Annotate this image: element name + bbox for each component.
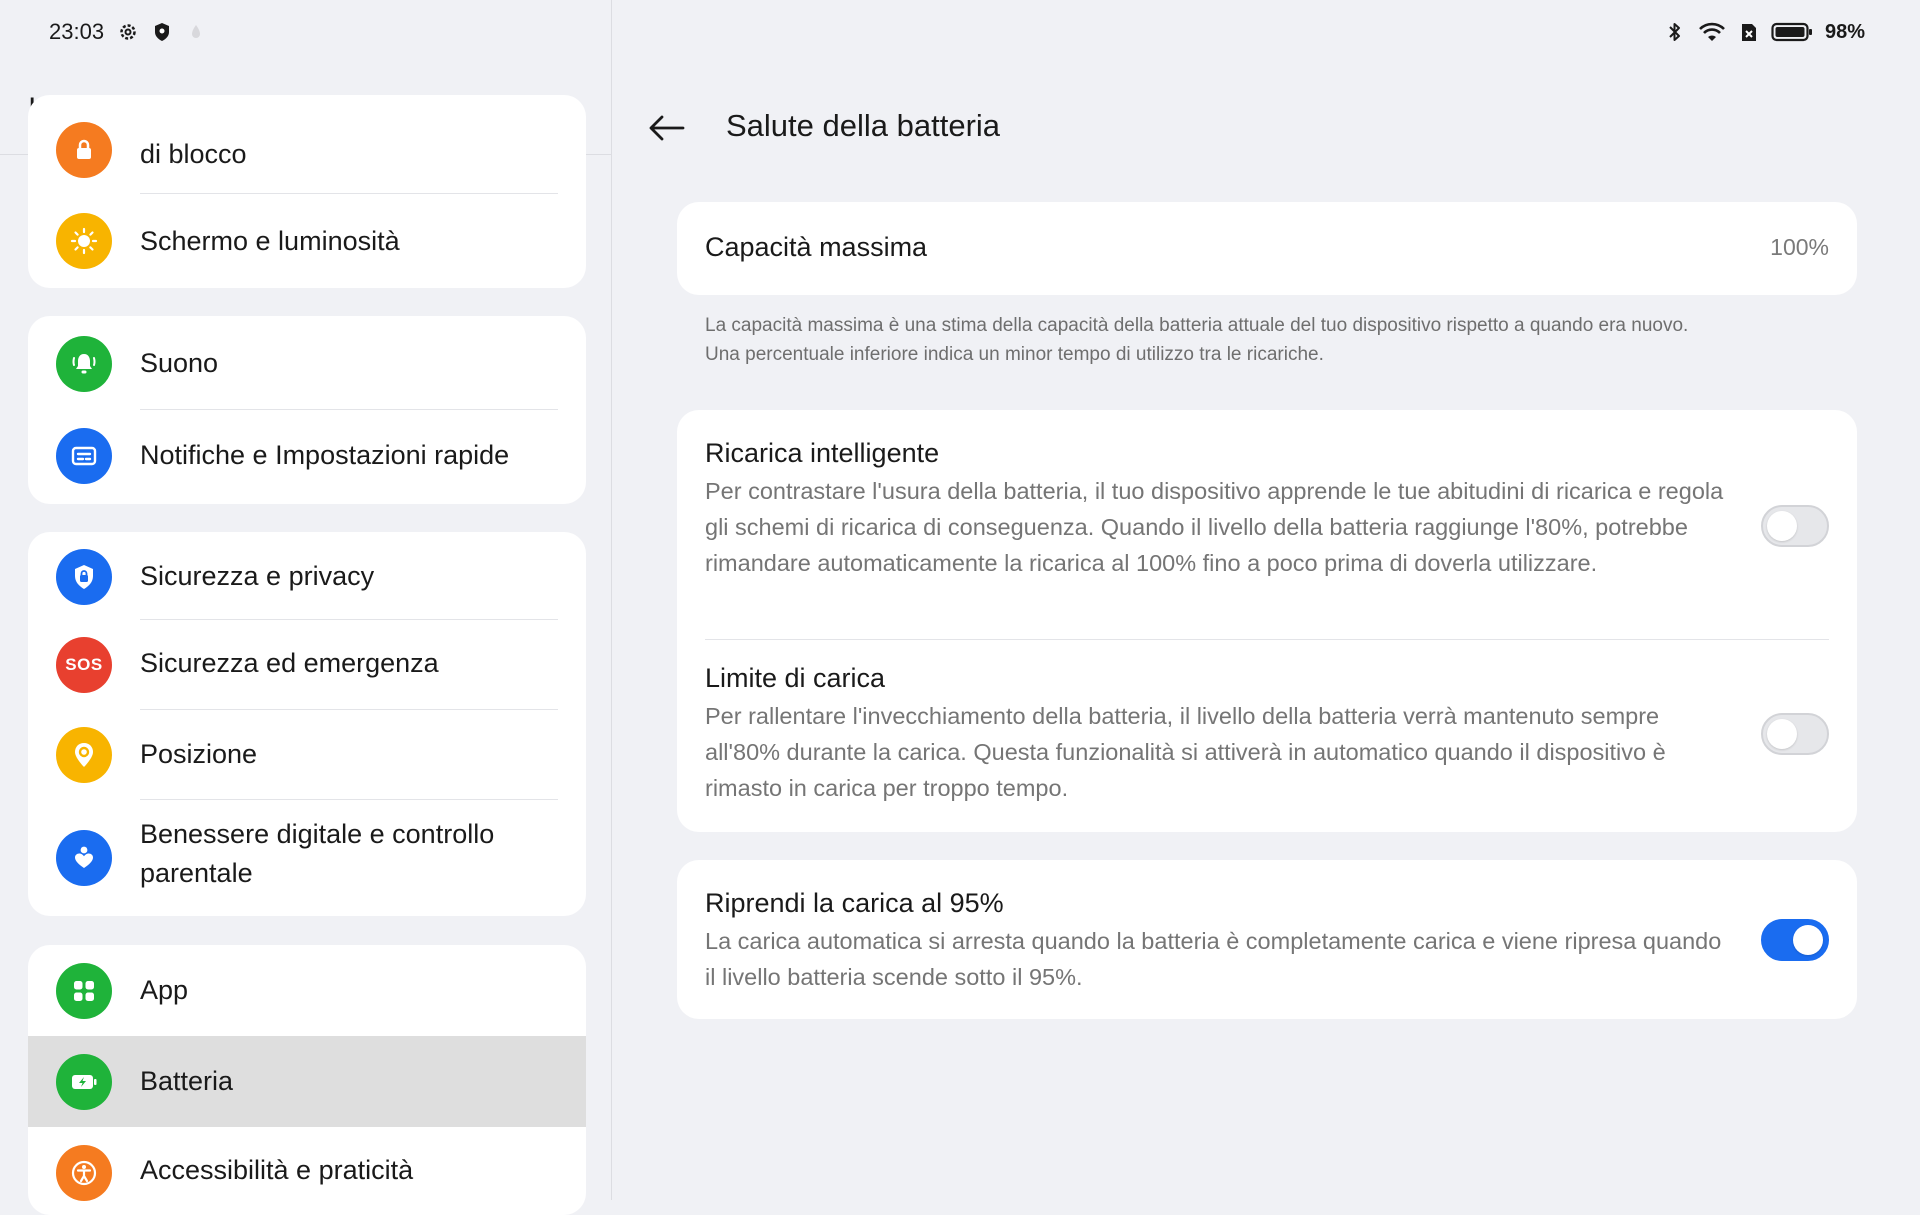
toggle-knob <box>1767 719 1797 749</box>
sidebar-item-apps[interactable] <box>28 945 586 1036</box>
resume-charge-row[interactable] <box>705 885 1829 995</box>
location-pin-icon <box>56 727 112 783</box>
max-capacity-value: 100% <box>1770 234 1829 260</box>
sun-icon <box>56 213 112 269</box>
max-capacity-card <box>677 202 1857 295</box>
sidebar-item-display[interactable] <box>28 194 586 288</box>
charge-limit-description: Per rallentare l'invecchiamento della batteria, il livello della batteria verrà mantenuto sempre all'80% durante la carica. Questa funzionalità si attiverà in automatico quando il dispositivo è rimasto in carica per troppo tempo. <box>705 703 1666 801</box>
sidebar-item-label: Schermo e luminosità <box>140 226 400 256</box>
sidebar-item-label: Batteria <box>140 1066 234 1096</box>
back-button[interactable] <box>643 105 689 151</box>
status-bar-right <box>1665 18 1865 46</box>
settings-list[interactable] <box>0 139 612 1200</box>
sidebar-item-sound[interactable] <box>28 316 586 410</box>
notification-icon <box>56 428 112 484</box>
resume-charge-description: La carica automatica si arresta quando la batteria è completamente carica e viene ripresa quando il livello batteria scende sotto il 95%. <box>705 928 1722 990</box>
shield-icon <box>152 22 172 42</box>
sidebar-item-label: App <box>140 975 189 1005</box>
settings-group-apps <box>28 945 586 1215</box>
sidebar-item-label: Notifiche e Impostazioni rapide <box>140 440 510 470</box>
sidebar-item-battery[interactable] <box>28 1036 586 1127</box>
resume-charge-toggle[interactable] <box>1761 919 1829 961</box>
battery-percent: 98% <box>1824 20 1865 43</box>
toggle-knob <box>1793 925 1823 955</box>
sidebar-item-lock-screen[interactable] <box>28 95 586 194</box>
resume-charge-title: Riprendi la carica al 95% <box>705 888 1004 918</box>
settings-group-sound <box>28 316 586 504</box>
battery-icon <box>1771 22 1813 42</box>
settings-group-display <box>28 95 586 288</box>
sidebar-item-location[interactable] <box>28 710 586 800</box>
status-time: 23:03 <box>49 19 105 44</box>
footnote-line: Una percentuale inferiore indica un minor tempo di utilizzo tra le ricariche. <box>705 344 1324 365</box>
gear-icon <box>118 22 138 42</box>
back-arrow-icon <box>646 113 686 143</box>
sidebar-item-label: Sicurezza ed emergenza <box>140 648 439 678</box>
charging-options-card <box>677 410 1857 832</box>
accessibility-icon <box>56 1145 112 1201</box>
wifi-icon <box>1697 22 1727 42</box>
sidebar-item-label <box>140 815 494 893</box>
sidebar-item-label: Posizione <box>140 739 258 769</box>
max-capacity-label: Capacità massima <box>705 232 928 262</box>
wellbeing-icon <box>56 830 112 886</box>
sidebar-item-digital-wellbeing[interactable] <box>28 800 586 916</box>
sidebar-item-label: di blocco <box>140 139 247 169</box>
lock-screen-icon <box>56 122 112 178</box>
sidebar-item-notifications[interactable] <box>28 410 586 504</box>
bluetooth-icon <box>1665 22 1685 42</box>
apps-grid-icon <box>56 963 112 1019</box>
smart-charging-row[interactable] <box>705 435 1829 581</box>
charge-limit-title: Limite di carica <box>705 663 886 693</box>
security-icon <box>56 549 112 605</box>
status-bar-left <box>49 18 206 46</box>
page-title: Salute della batteria <box>726 108 1001 143</box>
charge-limit-toggle[interactable] <box>1761 713 1829 755</box>
sim-off-icon <box>1739 22 1759 42</box>
smart-charging-description: Per contrastare l'usura della batteria, il tuo dispositivo apprende le tue abitudini di ricarica e regola gli schemi di ricarica di conseguenza. Quando il livello della batteria raggiunge l'80%, potrebbe rimandare automaticamente la ricarica al 100% fino a poco prima di doverla utilizzare. <box>705 478 1724 576</box>
row-separator <box>705 639 1829 640</box>
bell-icon <box>56 336 112 392</box>
resume-charge-card <box>677 860 1857 1019</box>
smart-charging-title: Ricarica intelligente <box>705 438 940 468</box>
battery-charging-icon <box>56 1054 112 1110</box>
capacity-footnote <box>705 311 1825 369</box>
sidebar-item-label: Accessibilità e praticità <box>140 1155 414 1185</box>
battery-health-page <box>613 0 1920 1200</box>
sos-icon-text: SOS <box>65 655 103 674</box>
label-line: parentale <box>140 858 253 888</box>
settings-group-security <box>28 532 586 916</box>
footnote-line: La capacità massima è una stima della capacità della batteria attuale del tuo dispositivo rispetto a quando era nuovo. <box>705 315 1689 336</box>
toggle-knob <box>1767 511 1797 541</box>
sidebar-item-label: Suono <box>140 348 219 378</box>
sos-icon <box>56 637 112 693</box>
sidebar-item-security-privacy[interactable] <box>28 532 586 620</box>
sidebar-item-accessibility[interactable] <box>28 1127 586 1215</box>
settings-sidebar <box>0 0 612 1200</box>
smart-charging-toggle[interactable] <box>1761 505 1829 547</box>
sidebar-item-emergency[interactable] <box>28 620 586 710</box>
dot-icon <box>186 22 206 42</box>
charge-limit-row[interactable] <box>705 660 1829 806</box>
label-line: Benessere digitale e controllo <box>140 819 495 849</box>
sidebar-item-label: Sicurezza e privacy <box>140 561 375 591</box>
